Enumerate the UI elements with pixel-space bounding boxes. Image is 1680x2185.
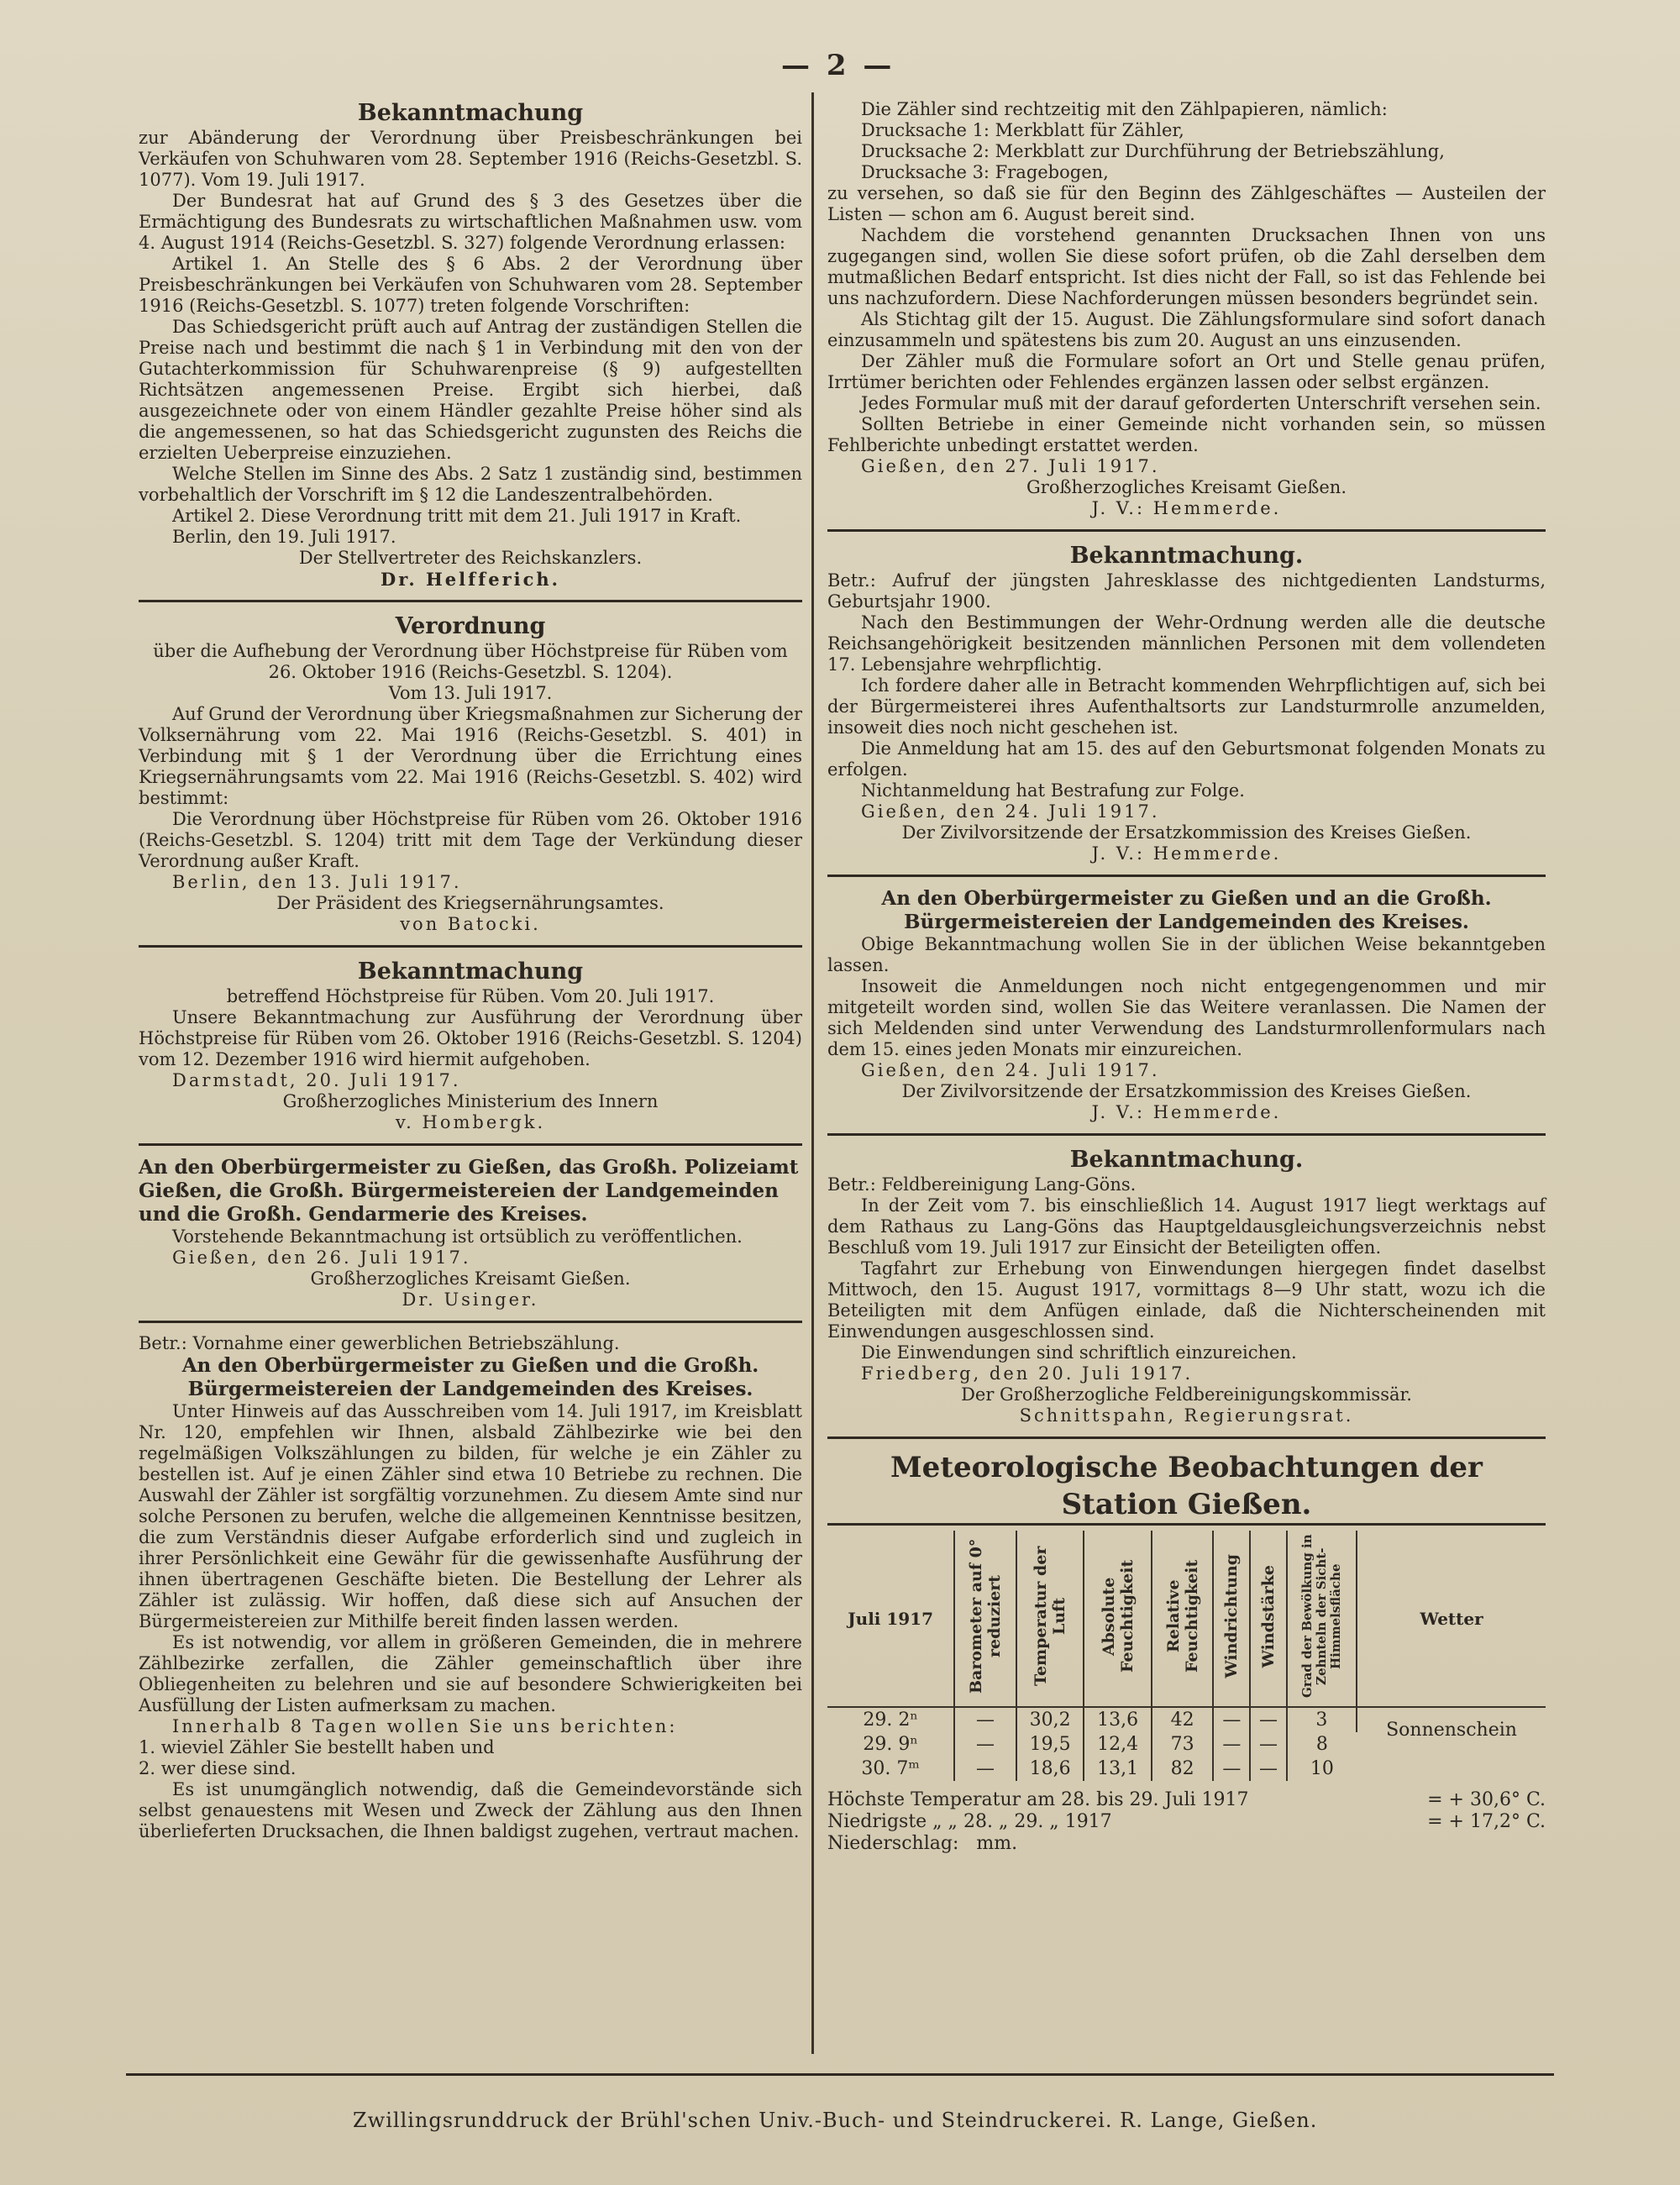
list-item: Drucksache 3: Fragebogen, xyxy=(861,162,1109,182)
left-column xyxy=(139,99,802,1842)
place-date: Berlin, den 19. Juli 1917. xyxy=(172,527,396,547)
notice-title: Bekanntmachung xyxy=(357,100,584,126)
precip-label: Niederschlag: xyxy=(827,1833,959,1854)
notice-title: An den Oberbürgermeister zu Gießen, das Großh. Polizeiamt Gießen, die Großh. Bürgermeistereien der Landgemeinden und die Großh. Gendarmerie des Kreises. xyxy=(139,1156,799,1226)
weather-table xyxy=(827,1531,1546,1781)
paragraph: Nach den Bestimmungen der Wehr-Ordnung werden alle die deutsche Reichsangehörigkeit besitzenden männlichen Personen mit dem vollendeten 17. Lebensjahre wehrpflichtig. xyxy=(827,612,1546,675)
office: Großherzogliches Kreisamt Gießen. xyxy=(310,1268,631,1289)
office: Der Zivilvorsitzende der Ersatzkommission des Kreises Gießen. xyxy=(901,1081,1472,1101)
place-date: Gießen, den 24. Juli 1917. xyxy=(861,1060,1160,1080)
notice-to-mayors xyxy=(139,1156,802,1310)
paragraph: Obige Bekanntmachung wollen Sie in der üblichen Weise bekanntgeben lassen. xyxy=(827,934,1546,975)
table-row: 30. 7ᵐ — 18,6 13,1 82 — — 10 xyxy=(827,1757,1546,1781)
notice-title: Bekanntmachung. xyxy=(1069,1147,1304,1173)
notice-date: Vom 13. Juli 1917. xyxy=(388,683,553,703)
list-item: Drucksache 1: Merkblatt für Zähler, xyxy=(861,120,1184,140)
list-item: Drucksache 2: Merkblatt zur Durchführung der Betriebszählung, xyxy=(861,141,1445,161)
signature: v. Hombergk. xyxy=(395,1112,546,1132)
notice-beet-prices xyxy=(139,958,802,1133)
paragraph: Unsere Bekanntmachung zur Ausführung der Verordnung über Höchstpreise für Rüben vom 26. Oktober 1916 (Reichs-Gesetzbl. S. 1204) vom 12. Dezember 1916 wird hiermit aufgehoben. xyxy=(139,1007,802,1069)
office: Großherzogliches Ministerium des Innern xyxy=(282,1091,659,1111)
section-rule xyxy=(827,875,1546,877)
paragraph: Insoweit die Anmeldungen noch nicht entgegengenommen und mir mitgeteilt worden sind, wollen Sie das Weitere veranlassen. Die Namen der sich Meldenden sind unter Verwendung des Landsturmrollenformulars nach dem 15. eines jeden Monats mir einzureichen. xyxy=(827,976,1546,1059)
header-abs-humidity: Absolute Feuchtigkeit xyxy=(1084,1531,1151,1707)
paragraph: Die Verordnung über Höchstpreise für Rüben vom 26. Oktober 1916 (Reichs-Gesetzbl. S. 1204) tritt mit dem Tage der Verkündung dieser Verordnung außer Kraft. xyxy=(139,809,802,871)
notice-shoe-prices xyxy=(139,99,802,590)
place-date: Gießen, den 27. Juli 1917. xyxy=(861,456,1160,476)
signature: J. V.: Hemmerde. xyxy=(1091,498,1282,518)
column-divider xyxy=(811,92,814,2054)
notice-census-continued xyxy=(827,99,1546,519)
header-temperature: Temperatur der Luft xyxy=(1016,1531,1084,1707)
paragraph: Innerhalb 8 Tagen wollen Sie uns berichten: xyxy=(172,1716,678,1736)
section-rule xyxy=(827,1133,1546,1136)
paragraph: Nichtanmeldung hat Bestrafung zur Folge. xyxy=(861,780,1245,801)
signature: Dr. Helfferich. xyxy=(381,569,560,590)
footer-rule xyxy=(126,2073,1554,2076)
list-item: 2. wer diese sind. xyxy=(139,1758,297,1778)
temperature-summary xyxy=(827,1789,1546,1855)
notice-landsturm xyxy=(827,542,1546,864)
header-wind-direction: Windrichtung xyxy=(1213,1531,1250,1707)
paragraph: Es ist notwendig, vor allem in größeren Gemeinden, die in mehrere Zählbezirke zerfallen, die Zähler gemeinschaftlich über ihre Obliegenheiten zu belehren und sie auf besondere Schwierigkeiten bei Ausfüllung der Listen aufmerksam zu machen. xyxy=(139,1632,802,1715)
notice-title: Bekanntmachung xyxy=(357,959,584,985)
paragraph: Ich fordere daher alle in Betracht kommenden Wehrpflichtigen auf, sich bei der Bürgermeisterei ihres Aufenthaltsorts zur Landsturmrolle anzumelden, insoweit dies noch nicht geschehen ist. xyxy=(827,675,1546,738)
min-temp-label: Niedrigste „ „ 28. „ 29. „ 1917 xyxy=(827,1811,1112,1832)
paragraph: Der Zähler muß die Formulare sofort an Ort und Stelle genau prüfen, Irrtümer berichten oder Fehlendes ergänzen lassen oder selbst ergänzen. xyxy=(827,351,1546,392)
paragraph: Vorstehende Bekanntmachung ist ortsüblich zu veröffentlichen. xyxy=(172,1226,743,1247)
section-rule xyxy=(827,1437,1546,1439)
notice-subtitle: über die Aufhebung der Verordnung über Höchstpreise für Rüben vom 26. Oktober 1916 (Reichs-Gesetzbl. S. 1204). xyxy=(153,641,788,682)
paragraph: Die Zähler sind rechtzeitig mit den Zählpapieren, nämlich: xyxy=(861,99,1388,119)
paragraph: Welche Stellen im Sinne des Abs. 2 Satz 1 zuständig sind, bestimmen vorbehaltlich der Vorschrift im § 12 die Landeszentralbehörden. xyxy=(139,464,802,505)
paragraph: Artikel 2. Diese Verordnung tritt mit dem 21. Juli 1917 in Kraft. xyxy=(172,506,742,526)
header-wind-strength: Windstärke xyxy=(1250,1531,1287,1707)
betr-line: Betr.: Feldbereinigung Lang-Göns. xyxy=(827,1174,1137,1195)
notice-beet-ordinance xyxy=(139,612,802,935)
header-barometer: Barometer auf 0° reduziert xyxy=(954,1531,1016,1707)
paragraph: Das Schiedsgericht prüft auch auf Antrag der zuständigen Stellen die Preise nach und bestimmt die nach § 1 in Verbindung mit den von der Gutachterkommission für Schuhwarenpreise (§ 9) aufgestellten Richtsätzen angemessenen Preise. Ergibt sich hierbei, daß ausgezeichnete oder von einem Händler gezahlte Preise höher sind als die angemessenen, so hat das Schiedsgericht zugunsten des Reichs die erzielten Ueberpreise einzuziehen. xyxy=(139,317,802,463)
header-cloud: Grad der Bewölkung in Zehnteln der Sicht-Himmelsfläche xyxy=(1287,1531,1357,1707)
header-weather: Wetter xyxy=(1357,1531,1546,1707)
table-row: 29. 9ⁿ — 19,5 12,4 73 — — 8 xyxy=(827,1732,1546,1757)
signature: J. V.: Hemmerde. xyxy=(1091,843,1282,864)
section-rule xyxy=(139,1321,802,1323)
notice-landsturm-mayors xyxy=(827,887,1546,1123)
min-temp-value: = + 17,2° C. xyxy=(1427,1811,1546,1832)
office: Der Präsident des Kriegsernährungsamtes. xyxy=(276,893,664,913)
printer-imprint: Zwillingsrunddruck der Brühl'schen Univ.-Buch- und Steindruckerei. R. Lange, Gießen. xyxy=(353,2109,1318,2132)
signature: J. V.: Hemmerde. xyxy=(1091,1102,1282,1122)
notice-title: Bekanntmachung. xyxy=(1069,543,1304,569)
place-date: Gießen, den 26. Juli 1917. xyxy=(172,1247,471,1268)
notice-census xyxy=(139,1333,802,1842)
paragraph: Die Einwendungen sind schriftlich einzureichen. xyxy=(861,1342,1297,1363)
paragraph: Es ist unumgänglich notwendig, daß die Gemeindevorstände sich selbst genauestens mit Wesen und Zweck der Zählung aus den Ihnen überlieferten Drucksachen, die Ihnen baldigst zugehen, vertraut machen. xyxy=(139,1779,802,1841)
paragraph: Unter Hinweis auf das Ausschreiben vom 14. Juli 1917, im Kreisblatt Nr. 120, empfehlen wir Ihnen, alsbald Zählbezirke wie bei den regelmäßigen Volkszählungen zu bilden, für welche je ein Zähler zu bestellen ist. Auf je einen Zähler sind etwa 10 Betriebe zu rechnen. Die Auswahl der Zähler ist sorgfältig vorzunehmen. Zu diesem Amte sind nur solche Personen zu berufen, welche die allgemeinen Kenntnisse besitzen, die zum Verständnis dieser Aufgabe erforderlich sind und zugleich in ihrer Persönlichkeit eine Gewähr für die gewissenhafte Ausführung der ihnen übertragenen Geschäfte bieten. Die Bestellung der Lehrer als Zähler ist zulässig. Wir hoffen, daß diese sich auf Ansuchen der Bürgermeistereien zur Mithilfe bereit finden lassen werden. xyxy=(139,1401,802,1631)
precip-value: mm. xyxy=(976,1833,1018,1854)
section-rule xyxy=(139,600,802,602)
place-date: Darmstadt, 20. Juli 1917. xyxy=(172,1070,461,1090)
signature: von Batocki. xyxy=(400,914,541,934)
office: Der Zivilvorsitzende der Ersatzkommission des Kreises Gießen. xyxy=(901,822,1472,843)
office: Großherzogliches Kreisamt Gießen. xyxy=(1026,477,1347,497)
notice-subtitle: betreffend Höchstpreise für Rüben. Vom 20. Juli 1917. xyxy=(226,986,715,1006)
notice-title: An den Oberbürgermeister zu Gießen und die Großh. Bürgermeistereien der Landgemeinden des Kreises. xyxy=(181,1354,759,1400)
office: Der Großherzogliche Feldbereinigungskommissär. xyxy=(961,1384,1412,1405)
page-number: — 2 — xyxy=(781,49,895,82)
office: Der Stellvertreter des Reichskanzlers. xyxy=(298,548,643,568)
paragraph: Auf Grund der Verordnung über Kriegsmaßnahmen zur Sicherung der Volksernährung vom 22. Mai 1916 (Reichs-Gesetzbl. S. 401) in Verbindung mit § 1 der Verordnung über die Errichtung eines Kriegsernährungsamts vom 22. Mai 1916 (Reichs-Gesetzbl. S. 402) wird bestimmt: xyxy=(139,704,802,808)
paragraph: Als Stichtag gilt der 15. August. Die Zählungsformulare sind sofort danach einzusammeln und spätestens bis zum 20. August an uns einzusenden. xyxy=(827,309,1546,350)
paragraph: Artikel 1. An Stelle des § 6 Abs. 2 der Verordnung über Preisbeschränkungen bei Verkäufen von Schuhwaren vom 28. September 1916 (Reichs-Gesetzbl. S. 1077) treten folgende Vorschriften: xyxy=(139,254,802,316)
place-date: Berlin, den 13. Juli 1917. xyxy=(172,872,462,892)
paragraph: zu versehen, so daß sie für den Beginn des Zählgeschäftes — Austeilen der Listen — schon am 6. August bereit sind. xyxy=(827,183,1546,224)
paragraph: Nachdem die vorstehend genannten Drucksachen Ihnen von uns zugegangen sind, wollen Sie diese sofort prüfen, ob die Zahl derselben dem mutmaßlichen Bedarf entspricht. Ist dies nicht der Fall, so ist das Fehlende bei uns nachzufordern. Diese Nachforderungen müssen besonders begründet sein. xyxy=(827,225,1546,308)
weather-table-section xyxy=(827,1449,1546,1855)
notice-feldbereinigung xyxy=(827,1146,1546,1426)
betr-line: Betr.: Vornahme einer gewerblichen Betriebszählung. xyxy=(139,1333,620,1353)
paragraph: Tagfahrt zur Erhebung von Einwendungen hiergegen findet daselbst Mittwoch, den 15. August 1917, vormittags 8—9 Uhr statt, wozu ich die Beteiligten mit dem Anfügen einlade, daß die Nichterscheinenden mit Einwendungen ausgeschlossen sind. xyxy=(827,1258,1546,1342)
table-row: 29. 2ⁿ — 30,2 13,6 42 — — 3 Sonnenschein xyxy=(827,1707,1546,1732)
weather-title: Meteorologische Beobachtungen der Station Gießen. xyxy=(827,1449,1546,1526)
paragraph: In der Zeit vom 7. bis einschließlich 14. August 1917 liegt werktags auf dem Rathaus zu Lang-Göns das Hauptgeldausgleichungsverzeichnis nebst Beschluß vom 19. Juli 1917 zur Einsicht der Beteiligten offen. xyxy=(827,1195,1546,1258)
section-rule xyxy=(827,529,1546,532)
paragraph: Sollten Betriebe in einer Gemeinde nicht vorhanden sein, so müssen Fehlberichte unbedingt erstattet werden. xyxy=(827,414,1546,455)
betr-line: Betr.: Aufruf der jüngsten Jahresklasse des nichtgedienten Landsturms, Geburtsjahr 1900. xyxy=(827,570,1546,612)
notice-title: An den Oberbürgermeister zu Gießen und an die Großh. Bürgermeistereien der Landgemeinden des Kreises. xyxy=(881,887,1492,933)
header-rel-humidity: Relative Feuchtigkeit xyxy=(1152,1531,1214,1707)
right-column xyxy=(827,99,1546,1855)
notice-title: Verordnung xyxy=(395,613,546,639)
signature: Schnittspahn, Regierungsrat. xyxy=(1019,1405,1354,1426)
paragraph: Der Bundesrat hat auf Grund des § 3 des Gesetzes über die Ermächtigung des Bundesrats zu wirtschaftlichen Maßnahmen usw. vom 4. August 1914 (Reichs-Gesetzbl. S. 327) folgende Verordnung erlassen: xyxy=(139,191,802,253)
paragraph: Die Anmeldung hat am 15. des auf den Geburtsmonat folgenden Monats zu erfolgen. xyxy=(827,738,1546,780)
notice-subtitle: zur Abänderung der Verordnung über Preisbeschränkungen bei Verkäufen von Schuhwaren vom 28. September 1916 (Reichs-Gesetzbl. S. 1077). Vom 19. Juli 1917. xyxy=(139,128,802,190)
signature: Dr. Usinger. xyxy=(402,1289,539,1310)
weather-value: Sonnenschein xyxy=(1386,1720,1517,1741)
max-temp-value: = + 30,6° C. xyxy=(1427,1789,1546,1810)
place-date: Friedberg, den 20. Juli 1917. xyxy=(861,1363,1194,1384)
section-rule xyxy=(139,945,802,948)
header-date: Juli 1917 xyxy=(827,1531,954,1707)
section-rule xyxy=(139,1143,802,1146)
place-date: Gießen, den 24. Juli 1917. xyxy=(861,801,1160,822)
max-temp-label: Höchste Temperatur am 28. bis 29. Juli 1917 xyxy=(827,1789,1249,1810)
list-item: 1. wieviel Zähler Sie bestellt haben und xyxy=(139,1737,495,1757)
paragraph: Jedes Formular muß mit der darauf geforderten Unterschrift versehen sein. xyxy=(861,393,1541,413)
